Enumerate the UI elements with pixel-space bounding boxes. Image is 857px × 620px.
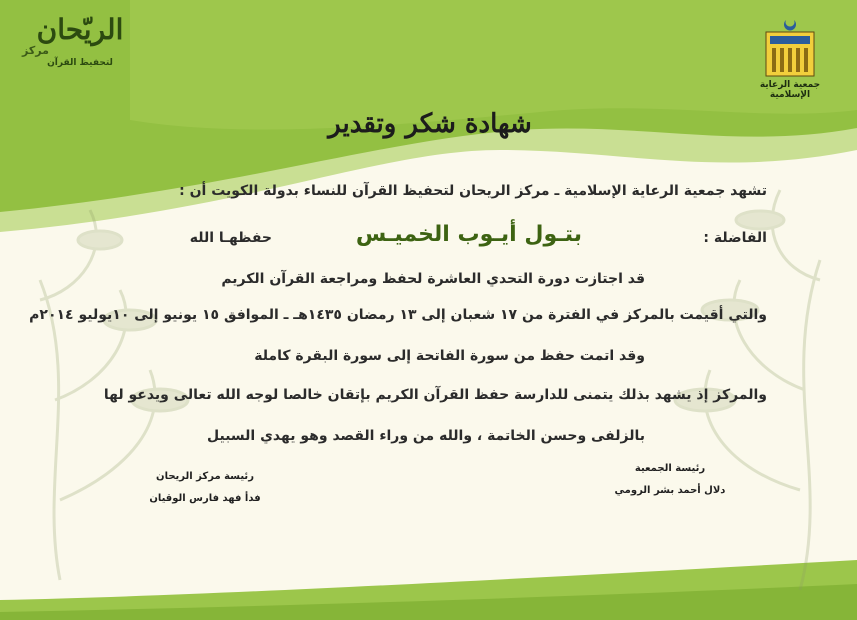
signature-role: رئيسة الجمعية — [634, 463, 706, 474]
al-rayhan-logo — [20, 8, 140, 88]
signature-role: رئيسة مركز الريحان — [156, 471, 254, 482]
book-building-icon — [742, 14, 838, 80]
closing-line: بالزلفى وحسن الخاتمة ، والله من وراء القصد وهو يهدي السبيل — [207, 428, 645, 444]
attestation-line: تشهد جمعية الرعاية الإسلامية ـ مركز الريحان لتحفيظ القرآن للنساء بدولة الكويت أن : — [179, 183, 767, 199]
signature-society-head — [590, 458, 750, 502]
memorization-line: وقد اتمت حفظ من سورة الفاتحة إلى سورة البقرة كاملة — [254, 348, 645, 364]
blessing-text: حفظهـا الله — [189, 230, 272, 246]
society-logo-caption: جمعية الرعاية الإسلامية — [759, 80, 821, 100]
logo-center-word: مركز — [22, 44, 49, 57]
logo-mark-text: الريّحان — [36, 13, 124, 46]
certificate-title: شهادة شكر وتقدير — [328, 109, 532, 139]
society-logo — [742, 14, 838, 100]
signature-center-head — [135, 466, 275, 510]
signature-name: فدأ فهد فارس الوقيان — [149, 493, 261, 504]
period-line: والتي أقيمت بالمركز في الفترة من ١٧ شعبان إلى ١٣ رمضان ١٤٣٥هـ ـ الموافق ١٥ يونيو إلى ١٠يوليو ٢٠١٤م — [29, 307, 767, 323]
wish-line: والمركز إذ يشهد بذلك يتمنى للدارسة حفظ القرآن الكريم بإتقان خالصا لوجه الله تعالى ويدعو لها — [103, 387, 767, 403]
honorific-label: الفاضلة : — [703, 230, 767, 246]
logo-subtitle: لتحفيظ القرآن — [47, 58, 113, 68]
signature-name: دلال أحمد بشر الرومي — [614, 485, 726, 496]
recipient-name: بتـول أيـوب الخميـس — [355, 222, 582, 247]
course-line: قد اجتازت دورة التحدي العاشرة لحفظ ومراجعة القرآن الكريم — [221, 271, 645, 287]
